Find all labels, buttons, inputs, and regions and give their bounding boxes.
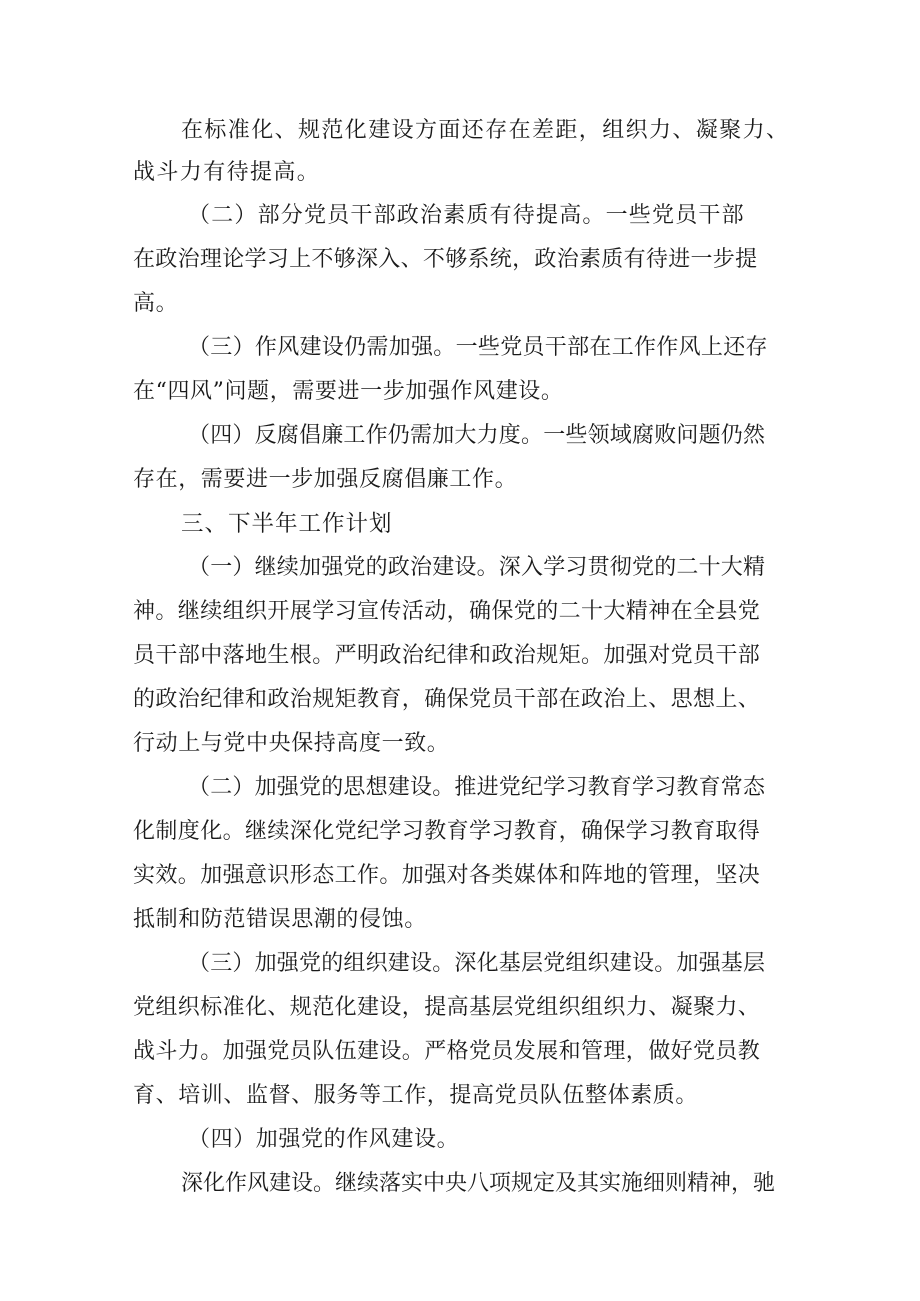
text-line: 战斗力有待提高。 [133,160,321,185]
text-line: 抵制和防范错误思潮的侵蚀。 [133,907,427,932]
text-line: 员干部中落地生根。严明政治纪律和政治规矩。加强对党员干部 [133,643,761,668]
text-line: 存在，需要进一步加强反腐倡廉工作。 [133,467,518,492]
text-line: 的政治纪律和政治规矩教育，确保党员干部在政治上、思想上、 [133,687,761,712]
text-line: （四）加强党的作风建设。 [188,1127,460,1152]
text-line: 在政治理论学习上不够深入、不够系统，政治素质有待进一步提 [133,247,758,272]
text-line: （三）作风建设仍需加强。一些党员干部在工作作风上还存 [188,335,768,360]
text-line: （一）继续加强党的政治建设。深入学习贯彻党的二十大精 [188,555,766,580]
text-line: 实效。加强意识形态工作。加强对各类媒体和阵地的管理，坚决 [133,863,761,888]
text-line: 育、培训、监督、服务等工作，提高党员队伍整体素质。 [133,1083,699,1108]
text-line: 高。 [133,291,179,316]
text-line: 神。继续组织开展学习宣传活动，确保党的二十大精神在全县党 [133,599,761,624]
text-line: 行动上与党中央保持高度一致。 [133,731,450,756]
text-line: 在“四风”问题，需要进一步加强作风建设。 [133,379,564,404]
section-heading: 三、下半年工作计划 [181,511,393,537]
text-line: （二）部分党员干部政治素质有待提高。一些党员干部 [188,203,745,228]
text-line: 战斗力。加强党员队伍建设。严格党员发展和管理，做好党员教 [133,1039,761,1064]
text-line: 党组织标准化、规范化建设，提高基层党组织组织力、凝聚力、 [133,995,761,1020]
text-line: 在标准化、规范化建设方面还存在差距，组织力、凝聚力、 [181,118,790,143]
text-line: 深化作风建设。继续落实中央八项规定及其实施细则精神，驰 [181,1171,776,1196]
text-line: （三）加强党的组织建设。深化基层党组织建设。加强基层 [188,951,766,976]
text-line: （二）加强党的思想建设。推进党纪学习教育学习教育常态 [188,775,766,800]
text-line: 化制度化。继续深化党纪学习教育学习教育，确保学习教育取得 [133,819,761,844]
text-line: （四）反腐倡廉工作仍需加大力度。一些领域腐败问题仍然 [188,423,766,448]
